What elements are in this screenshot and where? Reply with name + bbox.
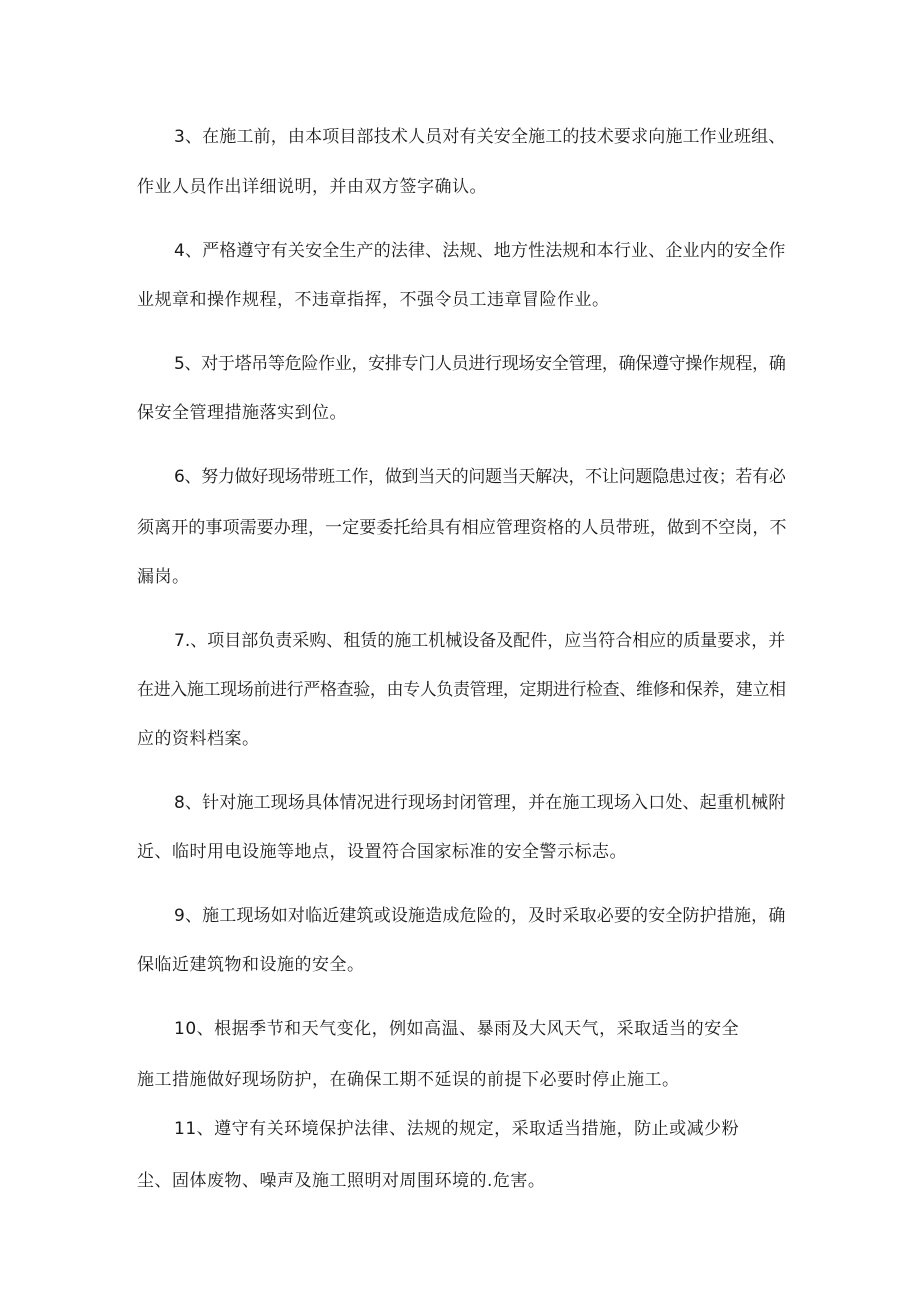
text-line: 6、努力做好现场带班工作，做到当天的问题当天解决，不让问题隐患过夜；若有必: [174, 467, 786, 487]
text-line: 业规章和操作规程，不违章指挥，不强令员工违章冒险作业。: [137, 290, 610, 310]
text-line: 保安全管理措施落实到位。: [137, 403, 347, 423]
text-line: 应的资料档案。: [137, 729, 260, 749]
text-line: 10、根据季节和天气变化，例如高温、暴雨及大风天气，采取适当的安全: [174, 1019, 740, 1039]
text-line: 漏岗。: [137, 567, 190, 587]
text-line: 8、针对施工现场具体情况进行现场封闭管理，并在施工现场入口处、起重机械附: [174, 793, 786, 813]
text-line: 5、对于塔吊等危险作业，安排专门人员进行现场安全管理，确保遵守操作规程，确: [174, 354, 786, 374]
text-line: 4、严格遵守有关安全生产的法律、法规、地方性法规和本行业、企业内的安全作: [174, 241, 786, 261]
text-line: 须离开的事项需要办理，一定要委托给具有相应管理资格的人员带班，做到不空岗，不: [137, 518, 787, 538]
text-line: 3、在施工前，由本项目部技术人员对有关安全施工的技术要求向施工作业班组、: [174, 127, 786, 147]
text-line: 近、临时用电设施等地点，设置符合国家标准的安全警示标志。: [137, 842, 627, 862]
text-line: 施工措施做好现场防护，在确保工期不延误的前提下必要时停止施工。: [137, 1070, 680, 1090]
text-line: 作业人员作出详细说明，并由双方签字确认。: [137, 177, 487, 197]
text-line: 7.、项目部负责采购、租赁的施工机械设备及配件，应当符合相应的质量要求，并: [174, 631, 786, 651]
text-line: 保临近建筑物和设施的安全。: [137, 955, 365, 975]
text-line: 9、施工现场如对临近建筑或设施造成危险的，及时采取必要的安全防护措施，确: [174, 906, 786, 926]
text-line: 在进入施工现场前进行严格查验，由专人负责管理，定期进行检查、维修和保养，建立相: [137, 680, 786, 700]
text-line: 尘、固体废物、噪声及施工照明对周围环境的.危害。: [137, 1171, 546, 1191]
text-line: 11、遵守有关环境保护法律、法规的规定，采取适当措施，防止或减少粉: [174, 1119, 740, 1139]
